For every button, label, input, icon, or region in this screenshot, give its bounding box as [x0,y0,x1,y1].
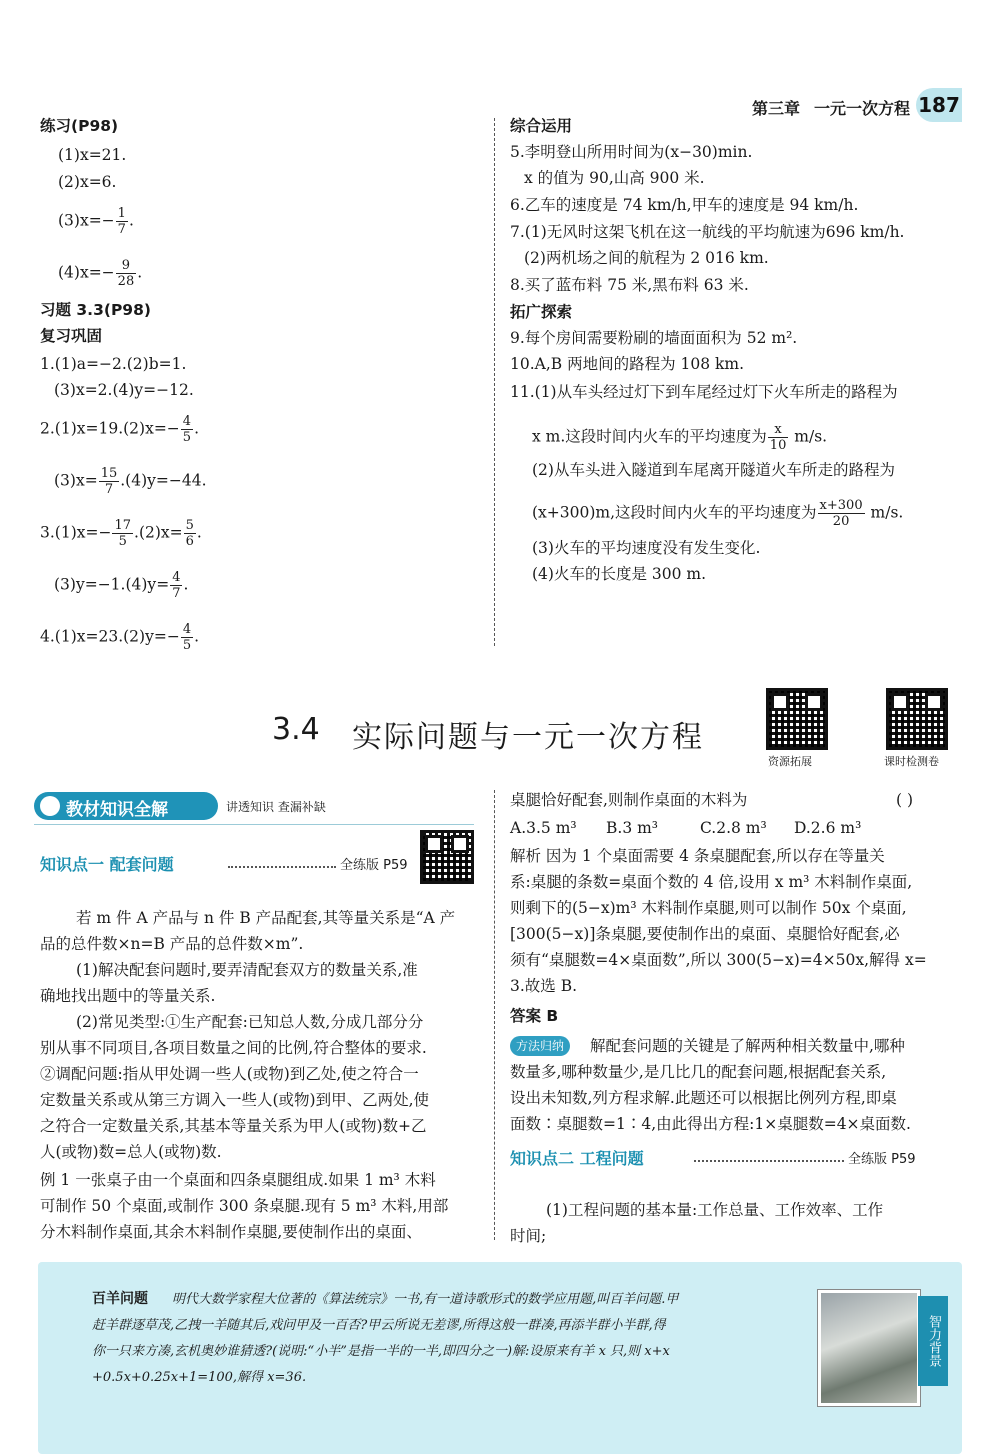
chapter-label: 第三章 [752,99,801,118]
section-number: 3.4 [272,712,320,747]
explore-q11c: (2)从车头进入隧道到车尾离开隧道火车所走的路程为 [532,461,895,479]
kp1-p2-line1: (1)解决配套问题时,要弄清配套双方的数量关系,准 [76,961,418,979]
kp2-title: 知识点二 工程问题 [510,1149,644,1168]
trivia-line4: +0.5x+0.25x+1=100,解得 x=36. [92,1370,307,1385]
kp1-title: 知识点一 配套问题 [40,855,174,874]
analysis-line4: [300(5−x)]条桌腿,要使制作出的桌面、桌腿恰好配套,必 [510,925,900,943]
review-q1a: 1.(1)a=−2.(2)b=1. [40,355,187,373]
answer-label: 答案 B [510,1007,559,1025]
column-divider-top [494,118,495,646]
method-line3: 设出未知数,列方程求解.此题还可以根据比例列方程,即桌 [510,1089,897,1107]
example1-line3: 分木料制作桌面,其余木料制作桌腿,要使制作出的桌面、 [40,1223,422,1241]
review-q1b: (3)x=2.(4)y=−12. [54,381,194,399]
kp1-p3-line2: 别从事不同项目,各项目数量之间的比例,符合整体的要求. [40,1039,427,1057]
kp2-dots [694,1160,844,1162]
qr-code-resources[interactable] [766,688,828,750]
explore-q11e: (3)火车的平均速度没有发生变化. [532,539,761,557]
review-q2a: 2.(1)x=19.(2)x=− $\frac{4}{5}$ . [40,414,200,445]
review-title: 复习巩固 [40,327,103,345]
explore-q11d: (x+300)m,这段时间内火车的平均速度为 $\frac{x+300}{20}$ m/s. [532,498,904,529]
option-b: B.3 m³ [606,819,659,837]
exercise-title: 习题 3.3(P98) [40,301,151,319]
explore-q9: 9.每个房间需要粉刷的墙面面积为 52 m². [510,329,798,347]
practice-answer-1: (1)x=21. [58,146,127,164]
trivia-line2: 赶羊群逐草茂,乙拽一羊随其后,戏问甲及一百否?甲云所说无差谬,所得这般一群凑,再添半群小半群,得 [92,1318,666,1333]
banner-circle-icon [40,796,60,816]
kp1-p3-line4: 定数量关系或从第三方调入一些人(或物)到甲、乙两处,使 [40,1091,430,1109]
banner-subtitle: 讲透知识 查漏补缺 [226,800,326,814]
apply-q5b: x 的值为 90,山高 900 米. [524,169,705,187]
analysis-line2: 系:桌腿的条数=桌面个数的 4 倍,设用 x m³ 木料制作桌面, [510,873,913,891]
qr-label-test: 课时检测卷 [884,755,939,768]
example1-line1: 例 1 一张桌子由一个桌面和四条桌腿组成.如果 1 m³ 木料 [40,1171,436,1189]
apply-q6: 6.乙车的速度是 74 km/h,甲车的速度是 94 km/h. [510,196,859,214]
section-title: 实际问题与一元一次方程 [352,720,704,755]
kp1-p3-line3: ②调配问题:指从甲处调一些人(或物)到乙处,使之符合一 [40,1065,419,1083]
kp2-p-line1: (1)工程问题的基本量:工作总量、工作效率、工作 [546,1201,884,1219]
explore-q11f: (4)火车的长度是 300 m. [532,565,707,583]
banner-title: 教材知识全解 [66,800,168,820]
trivia-title: 百羊问题 [92,1291,148,1307]
kp1-p1-line2: 品的总件数×n=B 产品的总件数×m”. [40,935,304,953]
apply-q7b: (2)两机场之间的航程为 2 016 km. [524,249,769,267]
page-number: 187 [916,88,962,122]
trivia-side-tab: 智力背景 [918,1296,948,1386]
column-divider-bottom [494,790,495,1240]
option-a: A.3.5 m³ [510,819,577,837]
apply-q7a: 7.(1)无风时这架飞机在这一航线的平均航速为696 km/h. [510,223,905,241]
analysis-line5: 须有“桌腿数=4×桌面数”,所以 300(5−x)=4×50x,解得 x= [510,951,927,969]
qr-code-kp1[interactable] [420,830,474,884]
example1-line2: 可制作 50 个桌面,或制作 300 条桌腿.现有 5 m³ 木料,用部 [40,1197,449,1215]
method-badge: 方法归纳 [510,1036,570,1056]
kp1-p3-line6: 人(或物)数=总人(或物)数. [40,1143,222,1161]
explore-q11b: x m.这段时间内火车的平均速度为 $\frac{x}{10}$ m/s. [532,422,828,453]
analysis-line1: 解析 因为 1 个桌面需要 4 条桌腿配套,所以存在等量关 [510,847,885,865]
trivia-line3: 你一只来方凑,玄机奥妙谁猜透?(说明:“小半”是指一半的一半,即四分之一)解:设原来有羊 x 只,则 x+x [92,1344,670,1359]
kp1-ref: 全练版 P59 [340,858,408,873]
qr-label-resources: 资源拓展 [768,755,812,768]
option-d: D.2.6 m³ [794,819,862,837]
method-line4: 面数∶桌腿数=1∶4,由此得出方程:1×桌腿数=4×桌面数. [510,1115,911,1133]
example1-answer-paren: ( ) [896,791,914,809]
explore-q10: 10.A,B 两地间的路程为 108 km. [510,355,745,373]
example1-cont: 桌腿恰好配套,则制作桌面的木料为 [510,791,748,809]
kp2-ref: 全练版 P59 [848,1152,916,1167]
explore-q11a: 11.(1)从车头经过灯下到车尾经过灯下火车所走的路程为 [510,383,898,401]
apply-title: 综合运用 [510,117,573,135]
banner-rule [34,824,474,825]
practice-answer-4: (4)x=− $\frac{9}{28}$ . [58,258,143,289]
explore-title: 拓广探索 [510,303,573,321]
practice-title: 练习(P98) [40,117,119,135]
kp1-dots [228,866,336,868]
trivia-line1: 明代大数学家程大位著的《算法统宗》一书,有一道诗歌形式的数学应用题,叫百羊问题.甲 [172,1292,679,1307]
qr-code-test[interactable] [886,688,948,750]
apply-q8: 8.买了蓝布料 75 米,黑布料 63 米. [510,276,749,294]
method-line1: 解配套问题的关键是了解两种相关数量中,哪种 [590,1037,905,1055]
analysis-line3: 则剩下的(5−x)m³ 木料制作桌腿,则可以制作 50x 个桌面, [510,899,907,917]
kp1-p1-line1: 若 m 件 A 产品与 n 件 B 产品配套,其等量关系是“A 产 [76,909,456,927]
review-q4: 4.(1)x=23.(2)y=− $\frac{4}{5}$ . [40,622,200,653]
analysis-line6: 3.故选 B. [510,977,578,995]
chapter-title: 一元一次方程 [814,99,911,118]
kp1-p3-line5: 之符合一定数量关系,其基本等量关系为甲人(或物)数+乙 [40,1117,427,1135]
review-q3b: (3)y=−1.(4)y= $\frac{4}{7}$ . [54,570,189,601]
review-q3a: 3.(1)x=− $\frac{17}{5}$ .(2)x= $\frac{5}{6}$ . [40,518,202,549]
practice-answer-3: (3)x=− $\frac{1}{7}$ . [58,206,134,237]
review-q2b: (3)x= $\frac{15}{7}$ .(4)y=−44. [54,466,207,497]
practice-answer-2: (2)x=6. [58,173,117,191]
trivia-illustration [818,1290,920,1406]
kp1-p2-line2: 确地找出题中的等量关系. [40,987,216,1005]
method-line2: 数量多,哪种数量少,是几比几的配套问题,根据配套关系, [510,1063,887,1081]
apply-q5a: 5.李明登山所用时间为(x−30)min. [510,143,753,161]
kp2-p-line2: 时间; [510,1227,547,1245]
option-c: C.2.8 m³ [700,819,767,837]
kp1-p3-line1: (2)常见类型:①生产配套:已知总人数,分成几部分分 [76,1013,424,1031]
knowledge-banner [34,792,218,820]
